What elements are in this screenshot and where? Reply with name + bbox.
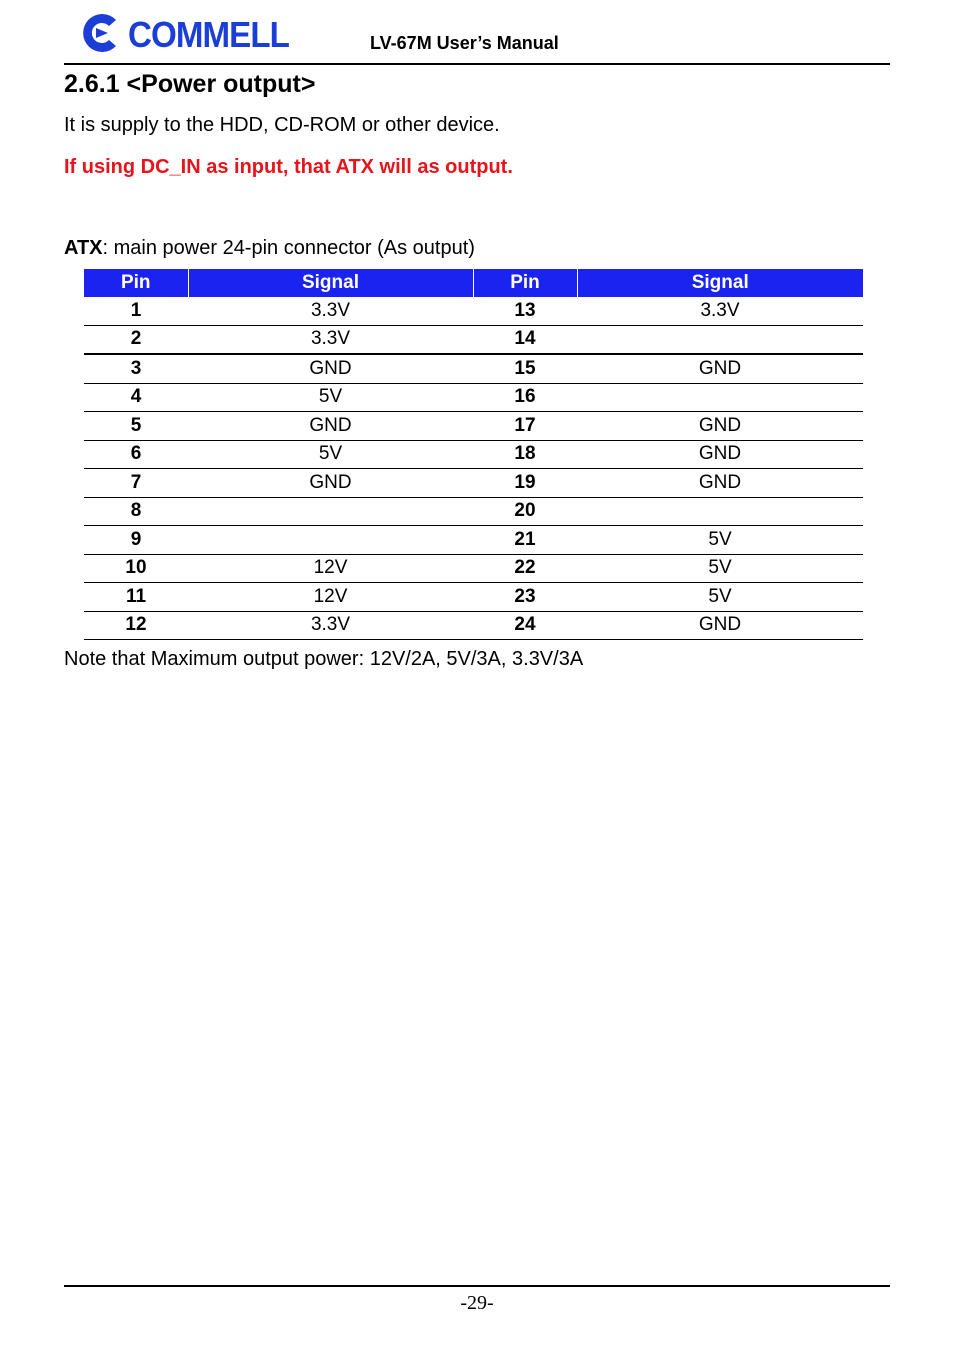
- column-header-pin: Pin: [84, 269, 188, 297]
- section-heading: 2.6.1 <Power output>: [64, 70, 316, 98]
- signal-name: GND: [577, 440, 863, 469]
- warning-text: If using DC_IN as input, that ATX will as output.: [64, 156, 513, 178]
- signal-name: 12V: [188, 583, 473, 612]
- commell-logo: [76, 6, 304, 60]
- signal-name: [188, 526, 473, 555]
- table-row: [84, 297, 863, 325]
- pin-number: 18: [473, 440, 577, 469]
- signal-name: GND: [577, 354, 863, 383]
- pin-number: 4: [84, 383, 188, 412]
- column-header-signal: Signal: [188, 269, 473, 297]
- pin-number: 2: [84, 325, 188, 354]
- header-divider: [64, 63, 890, 65]
- signal-name: GND: [188, 354, 473, 383]
- pin-number: 20: [473, 497, 577, 526]
- signal-name: 5V: [188, 440, 473, 469]
- table-row: [84, 497, 863, 526]
- signal-name: GND: [188, 412, 473, 441]
- pin-table: [84, 269, 863, 640]
- pin-number: 6: [84, 440, 188, 469]
- pin-number: 9: [84, 526, 188, 555]
- signal-name: GND: [577, 469, 863, 498]
- signal-name: GND: [577, 611, 863, 640]
- pin-number: 14: [473, 325, 577, 354]
- signal-name: [577, 325, 863, 354]
- intro-text: It is supply to the HDD, CD-ROM or other device.: [64, 114, 500, 136]
- signal-name: 3.3V: [188, 325, 473, 354]
- logo-wordmark: COMMELL: [128, 14, 289, 55]
- signal-name: [577, 383, 863, 412]
- signal-name: GND: [577, 412, 863, 441]
- pin-number: 21: [473, 526, 577, 555]
- signal-name: 3.3V: [188, 611, 473, 640]
- pin-number: 12: [84, 611, 188, 640]
- manual-title: LV-67M User’s Manual: [370, 33, 559, 53]
- table-row: [84, 526, 863, 555]
- signal-name: 5V: [577, 554, 863, 583]
- signal-name: GND: [188, 469, 473, 498]
- pin-number: 24: [473, 611, 577, 640]
- connector-caption: [64, 237, 475, 260]
- column-header-signal: Signal: [577, 269, 863, 297]
- pin-number: 13: [473, 297, 577, 325]
- connector-description: : main power 24-pin connector (As output): [102, 237, 475, 259]
- table-row: [84, 583, 863, 612]
- pin-number: 10: [84, 554, 188, 583]
- signal-name: 5V: [577, 583, 863, 612]
- signal-name: 12V: [188, 554, 473, 583]
- signal-name: 5V: [577, 526, 863, 555]
- pin-number: 23: [473, 583, 577, 612]
- pin-number: 22: [473, 554, 577, 583]
- signal-name: [188, 497, 473, 526]
- table-row: [84, 554, 863, 583]
- power-note: Note that Maximum output power: 12V/2A, 5V/3A, 3.3V/3A: [64, 648, 584, 670]
- pin-number: 19: [473, 469, 577, 498]
- pin-number: 3: [84, 354, 188, 383]
- column-header-pin: Pin: [473, 269, 577, 297]
- table-row: [84, 611, 863, 640]
- pin-number: 11: [84, 583, 188, 612]
- pin-number: 1: [84, 297, 188, 325]
- table-row: [84, 469, 863, 498]
- table-row: [84, 440, 863, 469]
- signal-name: 5V: [188, 383, 473, 412]
- pin-number: 7: [84, 469, 188, 498]
- signal-name: [577, 497, 863, 526]
- page-number: -29-: [460, 1292, 494, 1314]
- table-row: [84, 325, 863, 354]
- footer-divider: [64, 1285, 890, 1287]
- pin-number: 8: [84, 497, 188, 526]
- pin-number: 16: [473, 383, 577, 412]
- pin-number: 15: [473, 354, 577, 383]
- pin-table-header: [84, 269, 863, 297]
- connector-name: ATX: [64, 237, 103, 259]
- table-row: [84, 412, 863, 441]
- table-row: [84, 383, 863, 412]
- commell-logo-icon: [76, 6, 132, 60]
- signal-name: 3.3V: [577, 297, 863, 325]
- pin-number: 17: [473, 412, 577, 441]
- pin-number: 5: [84, 412, 188, 441]
- table-row: [84, 354, 863, 383]
- signal-name: 3.3V: [188, 297, 473, 325]
